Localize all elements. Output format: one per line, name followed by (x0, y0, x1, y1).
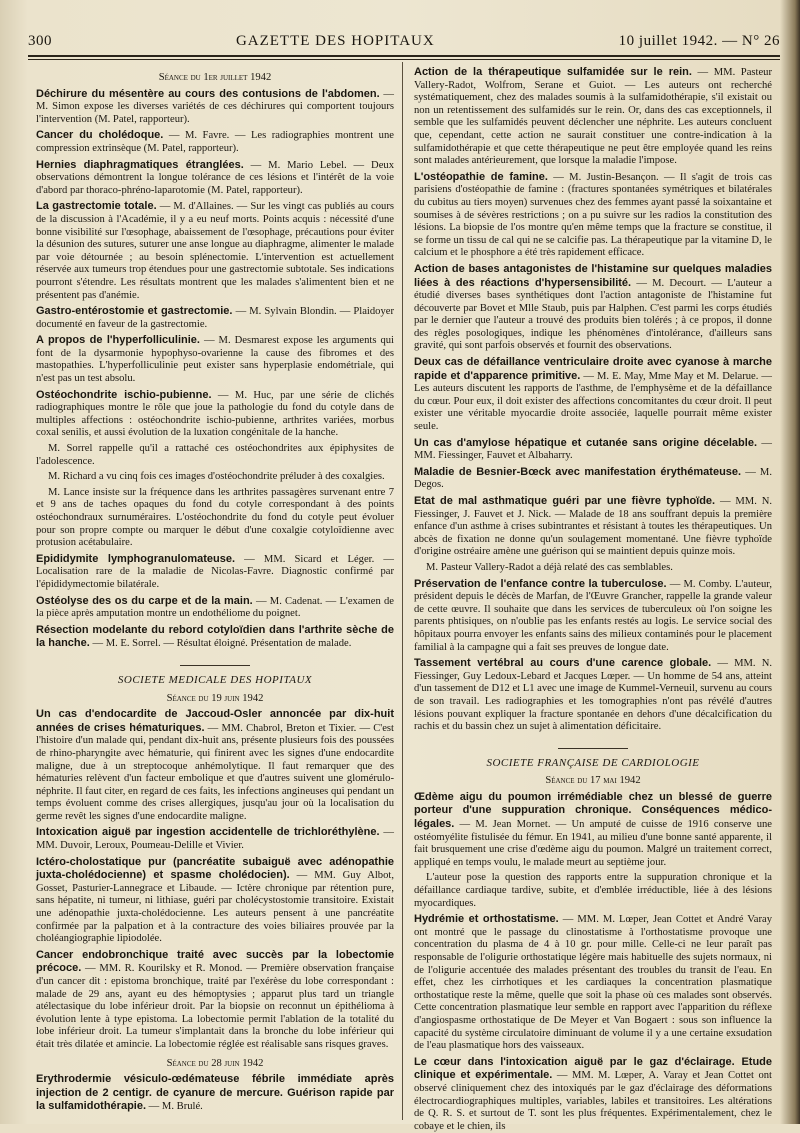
article-body: — M. d'Allaines. — Sur les vingt cas publiés au cours de la discussion à l'Académie, il y a eu neuf morts. Points acquis : nécessité d'une bonne visibilité sur l'œsophage, abaissement de l'œsophage, précautions pour éviter la désunion des sutures, suturer une anse longue au diaphragme, alimenter le malade par voie détournée ; au besoin splénectomie. L'intervention est actuellement réservée aux tumeurs trop étendues pour une gastrectomie subtotale. Ses indications pourront s'étendre. Les résultats montrent que les malades s'alimentent bien et ne présentent pas d'anémie. (36, 201, 394, 301)
article-body: — M. E. Sorrel. — Résultat éloigné. Présentation de malade. (89, 638, 352, 650)
article-entry (36, 129, 394, 155)
article-entry (36, 334, 394, 385)
article-title: Hydrémie et orthostatisme. (414, 913, 559, 926)
article-title: Ostéochondrite ischio-pubienne. (36, 388, 212, 401)
article-entry (36, 708, 394, 823)
article-entry (36, 389, 394, 440)
article-body: — M. Cadenat. — L'examen de la pièce après amputation montre un endothéliome du poignet. (36, 595, 394, 620)
article-entry (36, 200, 394, 302)
article-entry (36, 949, 394, 1052)
left-column (36, 66, 394, 1120)
comment-paragraph: L'auteur pose la question des rapports entre la suppuration chronique et la défaillance cardiaque tardive, subite, et d'emblée irréductible, liée à des lésions myocardiques. (414, 872, 772, 909)
article-body: — M. Favre. — Les radiographies montrent une compression extrinsèque (M. Patel, rapporteur). (36, 130, 394, 154)
article-entry (36, 856, 394, 946)
session-heading: Séance du 17 mai 1942 (545, 775, 641, 787)
article-title: Un cas d'endocardite de Jaccoud-Osler annoncée par dix-huit années de crises hématuriques. (36, 708, 394, 734)
article-body: — MM. Sicard et Léger. — Localisation rare de la maladie de Nicolas-Favre. Diagnostic confirmé par l'épididymectomie bilatérale. (36, 553, 394, 590)
article-entry (414, 263, 772, 353)
article-body: — MM. Chabrol, Breton et Tixier. — C'est l'histoire d'un malade qui, pendant dix-huit ans, présente plusieurs fois des poussées de rhino-pharyngite avec hématurie, qui finirent avec les signes d'une endocardite maligne, due à un streptocoque anhémolytique. Il faut remarquer que des hématuries relèvent d'un facteur embolique et que d'autres suivent une glomérulo-néphrite. Il faut citer, en regard de ces faits, les infections angineuses qui pendant un temps évoluent comme des crises allergiques, jusqu'au jour où la localisation du germe revêt les signes d'une endocardite maligne. (36, 722, 394, 822)
article-body: — M. Decourt. — L'auteur a étudié diverses bases synthétiques dont l'action antagoniste de l'histamine fut découverte par Bovet et Mlle Staub, puis par Halphen. C'est parmi les corps étudiés par le dernier que l'auteur a trouvé des produits bien tolérés ; à ce propos, il donne des règles posologiques, indique les phénomènes d'intolérance, d'ailleurs sans gravité, qui sont parfois observés et fournit des observations. (414, 277, 772, 352)
article-body: — MM. Guy Albot, Gosset, Pasturier-Lannegrace et Libaude. — Ictère chronique par rétention pure, sans hépatite, ni tumeur, ni lithiase, guéri par cholécystostomie transitoire. Existait une adénopathie juxta-cholédocienne. Les auteurs pensent à une pancréatite confirmée par la palpation et à la contracture des voies biliaires prouvée par la choléangiographie lipiodolée. (36, 870, 394, 945)
issue-date: 10 juillet 1942. — N° 26 (618, 32, 780, 49)
article-title: Epididymite lymphogranulomateuse. (36, 552, 236, 565)
article-body: — M. Mario Lebel. — Deux observations démontrent la longue tolérance de ces lésions et l'intérêt de la voie d'abord par thoraco-phréno-laparotomie (M. Patel, rapporteur). (36, 159, 394, 196)
article-title: Action de la thérapeutique sulfamidée sur le rein. (414, 66, 692, 78)
article-entry (414, 356, 772, 434)
article-entry (414, 466, 772, 492)
article-entry (414, 578, 772, 655)
session-heading: Séance du 28 juin 1942 (166, 1057, 264, 1069)
page-number: 300 (28, 32, 52, 49)
article-title: Résection modelante du rebord cotyloïdien dans l'arthrite sèche de la hanche. (36, 623, 394, 650)
article-title: Tassement vertébral au cours d'une carence globale. (414, 657, 712, 670)
article-body: — MM. M. Lœper, Jean Cottet et André Varay ont montré que le passage du clinostatisme à l'orthostatisme provoque une concentration du plasma de 4 à 10 gr. pour mille. Celle-ci ne leur paraît pas responsable de l'oligurie orthostatique légère mais habituelle des sujets normaux, ni de l'oligurie accentuée des malades présentant des troubles du transit de l'eau. En effet, chez les cirrhotiques et les cardiaques la concentration plasmatique orthostatique reste la même, quelle que soit la phase où ces malades sont observés. Cette concentration plasmatique leur semble en rapport avec l'apparition du réflexe d'angiospasme orthostatique de De Meyer et Van Bogaert : sous son influence la capacité du système circulatoire diminuant de volume il y a une certaine exsudation de l'eau plasmatique hors des vaisseaux. (414, 914, 772, 1052)
article-body: — MM. Pasteur Vallery-Radot, Wolfrom, Serane et Guiot. — Les auteurs ont recherché systématiquement, chez des malades soumis à la sulfamidothérapie, s'il existait ou non un retentissement des sulfamidés sur le rein. Or, dans des cas exceptionnels, il semble que les sulfamidés peuvent déclencher une néphrite. Les auteurs concluent que, cependant, cette action ne saurait constituer une contre-indication à la sulfamidothérapie et que cette thérapeutique ne peut être employée quand les reins sont malades antérieurement, que lorsque la maladie l'impose. (414, 67, 772, 167)
right-column (414, 66, 773, 1132)
article-body: — M. Jean Mornet. — Un amputé de cuisse de 1916 conserve une ostéomyélite fistulisée du fémur. En 1941, au milieu d'une bonne santé apparente, il fait brusquement une crise d'œdème aigu du poumon. Malgré un traitement correct, appliqué en temps voulu, le malade meurt au septième jour. (414, 819, 772, 868)
article-body: — M. Sylvain Blondin. — Plaidoyer documenté en faveur de la gastrectomie. (36, 306, 394, 330)
article-title: Un cas d'amylose hépatique et cutanée sans origine décelable. (414, 436, 757, 449)
society-heading: SOCIETE MEDICALE DES HOPITAUX (36, 665, 394, 687)
article-title: Cancer endobronchique traité avec succès par la lobectomie précoce. (36, 948, 394, 975)
article-title: Erythrodermie vésiculo-œdémateuse fébrile immédiate après injection de 2 centigr. de cyanure de mercure. Guérison rapide par la sulfamidothérapie. (36, 1073, 394, 1113)
article-entry (36, 159, 394, 198)
article-entry (36, 595, 394, 621)
comment-paragraph: M. Richard a vu cinq fois ces images d'ostéochondrite préluder à des coxalgies. (48, 471, 385, 483)
article-body: — M. Desmarest expose les arguments qui font de la dysarmonie hypophyso-ovarienne la cause des fibromes et des mastopathies. L'hyperfolliculinie peut exister sans hyperplasie endométriale, qui n'est pas un test absolu. (36, 335, 394, 385)
article-entry (414, 437, 772, 463)
article-title: Deux cas de défaillance ventriculaire droite avec cyanose à marche rapide et d'apparence primitive. (414, 356, 772, 382)
article-title: Maladie de Besnier-Bœck avec manifestation érythémateuse. (414, 465, 742, 478)
article-entry (36, 1073, 394, 1114)
comment-paragraph: M. Lance insiste sur la fréquence dans les arthrites passagères survenant entre 7 et 9 ans de taches opaques du fond du cotyle correspondant à des points ostéochondraux surnuméraires. L'ostéochondrite du fond du cotyle peut évoluer pour son propre compte ou marquer le début d'une coxalgie cotyloïdienne avec protusion acétabulaire. (36, 486, 394, 549)
article-body: — M. Brulé. (146, 1101, 203, 1113)
article-body: — M. Degos. (414, 466, 772, 491)
journal-title: GAZETTE DES HOPITAUX (235, 32, 435, 49)
article-entry (414, 66, 772, 168)
article-body: — MM. M. Lœper, A. Varay et Jean Cottet ont observé cliniquement chez des intoxiqués par le gaz d'éclairage des déformations électrocardiographiques multiples, variables, labiles et transitoires. Les altérations de Q. R. S. et surtout de T. sont les plus fréquentes. Expérimentalement, chez le cobaye et le chien, ils (414, 1070, 772, 1132)
article-entry (414, 495, 772, 559)
article-title: Ictéro-cholostatique pur (pancréatite subaiguë avec adénopathie juxta-cholédocienne) et spasme cholédocien). (36, 855, 394, 882)
article-title: Déchirure du mésentère au cours des contusions de l'abdomen. (36, 87, 380, 100)
article-entry (414, 1056, 772, 1133)
comment-paragraph: M. Pasteur Vallery-Radot a déjà relaté des cas semblables. (426, 561, 673, 573)
article-title: Œdème aigu du poumon irrémédiable chez un blessé de guerre porteur d'une suppuration chronique. Conséquences médico-légales. (414, 790, 772, 831)
article-entry (414, 171, 772, 260)
article-body: — MM. N. Fiessinger, Guy Ledoux-Lebard et Jacques Lœper. — Un homme de 54 ans, atteint d'un tassement de D12 et L1 avec une image de Kummel-Verneuil, survenu au cours de son travail. Les radiographies et les tomographies n'ont pas révélé d'autres lésions pouvant expliquer la fracture spontanée en dehors d'une décalcification du rachis et du bassin chez un sujet à alimentation déficitaire. (414, 658, 773, 733)
article-entry (36, 305, 394, 331)
article-entry (414, 791, 772, 870)
article-entry (36, 553, 394, 592)
article-title: L'ostéopathie de famine. (414, 170, 548, 183)
article-title: Etat de mal asthmatique guéri par une fièvre typhoïde. (414, 495, 716, 507)
column-divider (402, 62, 403, 1120)
header-rule-thin (28, 59, 780, 60)
article-entry (36, 88, 394, 127)
article-body: — M. Comby. L'auteur, président depuis le décès de Marfan, de l'Œuvre Grancher, rappelle la grande valeur de cette œuvre. Il souhaite que dans les services de tuberculeux où l'on soigne les parents phtisiques, on n'oublie pas les enfants restés au logis. Le service social des hôpitaux pourra envoyer les enfants sains des milieux contaminés pour le placement familial à la campagne qui a fait ses preuves de longue date. (414, 578, 772, 653)
article-title: Préservation de l'enfance contre la tuberculose. (414, 577, 667, 590)
article-title: La gastrectomie totale. (36, 200, 157, 213)
society-heading: SOCIETE FRANÇAISE DE CARDIOLOGIE (414, 748, 772, 770)
article-title: A propos de l'hyperfolliculinie. (36, 334, 200, 347)
article-body: — MM. Fiessinger, Fauvet et Albaharry. (414, 437, 772, 462)
article-body: — M. Simon expose les diverses variétés de ces déchirures qui comportent toujours l'intervention (M. Patel, rapporteur). (36, 88, 394, 125)
header-rule (28, 55, 780, 57)
article-body: — MM. R. Kourilsky et R. Monod. — Première observation française d'un cancer dit : epistoma bronchique, traité par l'exérèse du lobe correspondant : malade de 29 ans, ayant eu des hémoptysies ; apparut plus tard un triangle atélectasique du lobe inférieur droit. Par la biopsie on reconnut un épithélioma à évolution lente à type epistoma. La lobectomie permit l'ablation de la totalité du lobe inférieur droit. La tumeur s'implantait dans la bronche du lobe inférieur qui était très dilatée et amincie. La lobectomie réglée est réalisable sans risques graves. (36, 963, 394, 1050)
article-body: — MM. Duvoir, Leroux, Poumeau-Delille et Vivier. (36, 827, 394, 852)
comment-paragraph: M. Sorrel rappelle qu'il a rattaché ces ostéochondrites aux épiphysites de l'adolescence. (36, 443, 394, 467)
article-entry (36, 624, 394, 651)
session-heading: Séance du 1er juillet 1942 (158, 72, 272, 83)
article-title: Le cœur dans l'intoxication aiguë par le gaz d'éclairage. Etude clinique et expérimentale. (414, 1055, 772, 1082)
article-body: — M. E. May, Mme May et M. Delarue. — Les auteurs discutent les rapports de l'asthme, de l'emphysème et de la défaillance du cœur. Pour eux, il doit exister des affections concomitantes du cœur droit. Il peut exister une véritable myocardie droite associée, laquelle pourrait même exister seule. (414, 370, 773, 433)
article-body: — MM. N. Fiessinger, J. Fauvet et J. Nick. — Malade de 18 ans souffrant depuis la première enfance d'un asthme à crises subintrantes et résistant à toutes les thérapeutiques. Un abcès de fixation ne donne qu'un soulagement momentané. Une fièvre typhoïde d'origine ostréaire amène une guérison qui se maintient depuis quinze mois. (414, 496, 772, 558)
article-title: Action de bases antagonistes de l'histamine sur quelques maladies liées à des réactions d'hypersensibilité. (414, 262, 772, 289)
article-title: Hernies diaphragmatiques étranglées. (36, 158, 244, 171)
article-title: Gastro-entérostomie et gastrectomie. (36, 305, 233, 318)
article-entry (414, 913, 772, 1053)
article-title: Ostéolyse des os du carpe et de la main. (36, 594, 253, 607)
article-entry (414, 657, 772, 734)
article-title: Cancer du cholédoque. (36, 129, 164, 142)
article-entry (36, 826, 394, 852)
article-body: — M. Huc, par une série de clichés radiographiques montre le rôle que joue la pathologie du fond du cotyle dans de multiples affections : ostéochondrite ischio-pubienne, arthrites variées, morbus coxal senilis, et aussi évolution de la luxation congénitale de la hanche. (36, 389, 394, 439)
session-heading: Séance du 19 juin 1942 (166, 692, 264, 704)
article-body: — M. Justin-Besançon. — Il s'agit de trois cas parisiens d'ostéopathie de famine : (fractures spontanées symétriques et bilatérales du cubitus au tiers moyen) survenues chez des femmes ayant passé la soixantaine et soumises à de sévères restrictions ; on a pu suivre sur les radios la constitution des lésions. La biopsie de l'os montre qu'en même temps que la fracture se constitue, il se forme un tissu de cal qui ne se calcifie pas. La thérapeutique par la vitamine D, le calcium et le phosphore a été très rapidement efficace. (414, 171, 772, 259)
article-title: Intoxication aiguë par ingestion accidentelle de trichloréthylène. (36, 826, 380, 839)
page-header (28, 28, 780, 54)
